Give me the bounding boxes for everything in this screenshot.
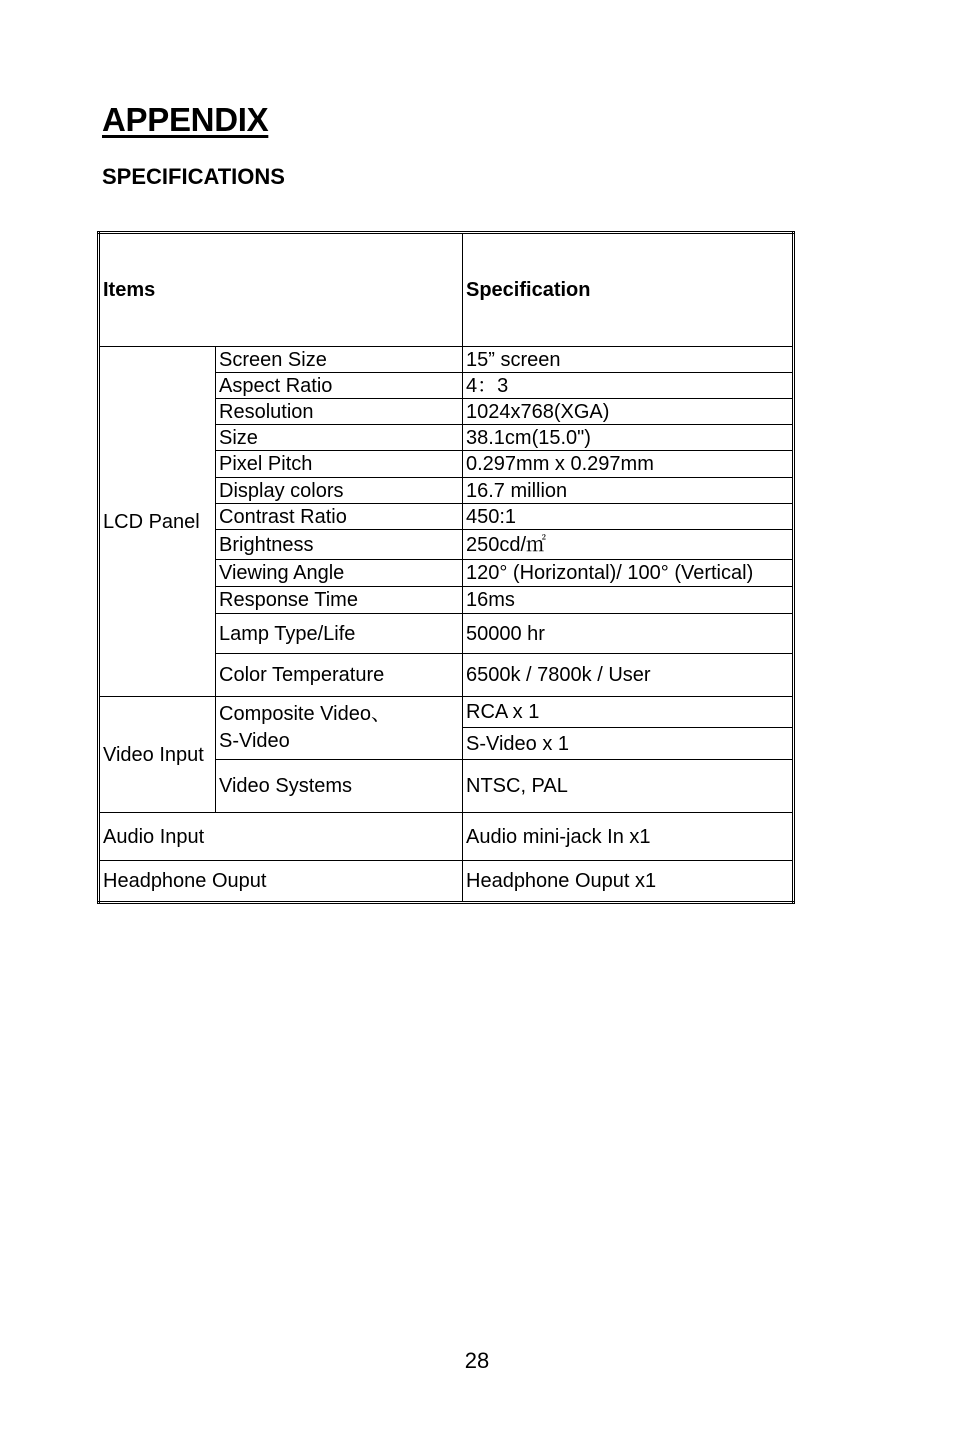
spec-cell: 50000 hr [463,614,794,654]
item-cell: Audio Input [99,813,463,861]
table-row [99,347,794,373]
spec-cell: 450:1 [463,504,794,530]
header-items: Items [99,233,463,347]
item-cell: Viewing Angle [216,560,463,587]
item-line: Composite Video、 [219,703,391,725]
item-cell: Headphone Ouput [99,861,463,903]
item-cell: Response Time [216,587,463,614]
spec-cell: NTSC, PAL [463,760,794,813]
spec-cell: 6500k / 7800k / User [463,654,794,697]
item-cell: Display colors [216,478,463,504]
spec-cell: 16ms [463,587,794,614]
header-specification: Specification [463,233,794,347]
table-row [99,861,794,903]
spec-cell: 4：3 [463,373,794,399]
item-cell: Screen Size [216,347,463,373]
item-cell: Lamp Type/Life [216,614,463,654]
item-cell: Brightness [216,530,463,560]
spec-cell: 15” screen [463,347,794,373]
specifications-table [97,231,795,904]
spec-cell: Audio mini-jack In x1 [463,813,794,861]
item-cell: Contrast Ratio [216,504,463,530]
item-cell: Resolution [216,399,463,425]
table-header-row [99,233,794,347]
table-row [99,813,794,861]
spec-cell: 1024x768(XGA) [463,399,794,425]
table-row [99,697,794,728]
group-video-input: Video Input [99,697,216,813]
item-cell: Pixel Pitch [216,451,463,478]
page-number: 28 [464,1348,490,1373]
spec-cell: Headphone Ouput x1 [463,861,794,903]
group-lcd-panel: LCD Panel [99,347,216,697]
item-cell: Video Systems [216,760,463,813]
item-line: S-Video [219,730,290,752]
spec-cell: RCA x 1 [463,697,794,728]
spec-cell: 250cd/㎡ [463,530,794,560]
item-cell: Size [216,425,463,451]
page-title: APPENDIX [102,101,269,138]
spec-cell: 38.1cm(15.0") [463,425,794,451]
spec-cell: S-Video x 1 [463,728,794,760]
spec-cell: 0.297mm x 0.297mm [463,451,794,478]
section-title: SPECIFICATIONS [102,164,285,189]
spec-cell: 120° (Horizontal)/ 100° (Vertical) [463,560,794,587]
item-cell: Aspect Ratio [216,373,463,399]
spec-cell: 16.7 million [463,478,794,504]
item-cell-composite [216,697,463,760]
item-cell: Color Temperature [216,654,463,697]
